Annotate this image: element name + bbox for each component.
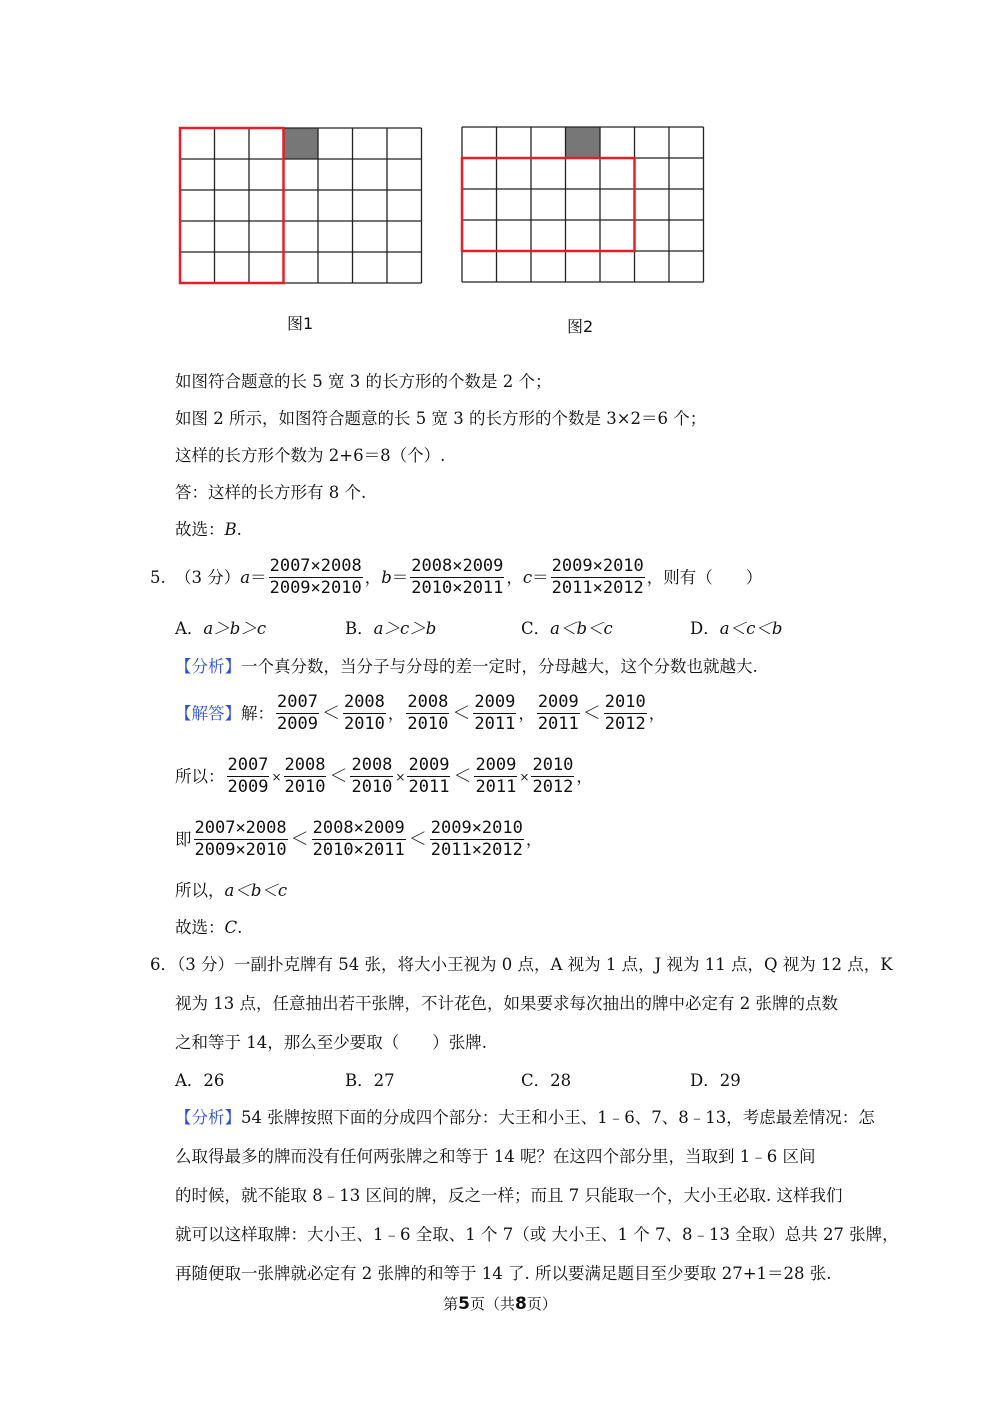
choose-answer: B [224, 520, 237, 539]
fraction [276, 692, 319, 735]
option-text: a＜c＜b [719, 619, 783, 638]
less-than: ＜ [582, 702, 601, 724]
option-text: 29 [719, 1071, 741, 1090]
fraction [474, 755, 517, 798]
analysis-text: 54 张牌按照下面的分成四个部分：大王和小王、1﹣6、7、8﹣13，考虑最差情况：怎 [241, 1108, 875, 1127]
var-a: a [240, 567, 251, 587]
analysis-line: 么取得最多的牌而没有任何两张牌之和等于 14 呢？在这四个部分里，当取到 1﹣6 区间 [175, 1147, 816, 1166]
option-c [521, 618, 613, 640]
fraction-numerator: 2007 [227, 755, 269, 775]
fraction-a [269, 556, 363, 599]
conclusion-text: a＜b＜c [224, 881, 288, 900]
shaded-cell [566, 127, 601, 158]
highlight-rectangle [180, 128, 284, 283]
equals: ＝ [391, 567, 409, 587]
fraction-b [410, 556, 504, 599]
fraction-denominator: 2009 [227, 777, 269, 797]
answer-prefix: 解： [241, 703, 274, 723]
fraction-denominator: 2012 [604, 714, 646, 734]
comma: ， [525, 829, 543, 849]
fraction-numerator: 2007×2008 [269, 556, 362, 576]
fraction-numerator: 2008 [407, 692, 449, 712]
fraction [531, 755, 574, 798]
fraction-denominator: 2010×2011 [312, 840, 405, 860]
answer-tag: 【解答】 [175, 703, 241, 723]
conclusion-line [175, 880, 287, 902]
fraction-numerator: 2008×2009 [312, 818, 405, 838]
fraction-numerator: 2009×2010 [430, 818, 523, 838]
comma: ， [518, 703, 535, 723]
option-label: A． [175, 1071, 204, 1090]
fraction [227, 755, 270, 798]
option-text: 26 [203, 1071, 225, 1090]
option-label: D． [690, 1071, 720, 1090]
question-6-line: 6．（3 分）一副扑克牌有 54 张，将大小王视为 0 点，A 视为 1 点，J 视为 11 点，Q 视为 12 点，K [150, 955, 893, 974]
solution-line: 答：这样的长方形有 8 个. [175, 483, 367, 502]
fraction-denominator: 2011 [475, 777, 517, 797]
less-than: ＜ [329, 765, 348, 787]
comma: ， [576, 766, 593, 786]
fraction [284, 755, 327, 798]
footer-page-number: 5 [458, 1294, 470, 1314]
less-than: ＜ [408, 828, 427, 850]
fraction-denominator: 2011 [474, 714, 516, 734]
analysis-line: 的时候，就不能取 8﹣13 区间的牌，反之一样；而且 7 只能取一个，大小王必取. 这样我们 [175, 1186, 843, 1205]
fraction-denominator: 2009 [277, 714, 318, 734]
fraction-denominator: 2011×2012 [551, 578, 644, 598]
answer-line-1 [175, 692, 665, 735]
fraction-denominator: 2009×2010 [194, 840, 287, 860]
fraction-denominator: 2009×2010 [269, 578, 362, 598]
fraction-denominator: 2012 [532, 777, 574, 797]
figure-2-caption: 图2 [567, 317, 594, 336]
footer-middle: 页（共 [469, 1295, 515, 1313]
choose-prefix: 故选： [175, 918, 225, 937]
fraction-numerator: 2009 [474, 692, 516, 712]
option-label: B． [345, 1071, 374, 1090]
figure-1-caption: 图1 [287, 314, 314, 333]
solution-line: 如图 2 所示，如图符合题意的长 5 宽 3 的长方形的个数是 3×2＝6 个； [175, 409, 707, 428]
option-label: A． [175, 619, 204, 638]
less-than: ＜ [452, 702, 471, 724]
comma: ， [387, 703, 405, 723]
fraction-numerator: 2008×2009 [411, 556, 504, 576]
question-6-line: 之和等于 14，那么至少要取（ ）张牌. [175, 1033, 487, 1052]
answer-line-3 [175, 818, 542, 861]
option-text: a＞b＞c [203, 619, 267, 638]
choose-suffix: . [237, 918, 243, 937]
times: × [519, 769, 530, 784]
fraction-numerator: 2009 [475, 755, 517, 775]
comma: ， [364, 567, 382, 587]
option-b [345, 1070, 395, 1092]
fraction-numerator: 2007×2008 [194, 818, 287, 838]
answer-line-2 [175, 755, 593, 798]
fraction-numerator: 2010 [532, 755, 574, 775]
comma: ， [648, 703, 666, 723]
figure-1-grid [178, 126, 424, 286]
less-than: ＜ [453, 765, 472, 787]
analysis-text: 一个真分数，当分子与分母的差一定时，分母越大，这个分数也就越大. [241, 657, 758, 676]
option-a [175, 1070, 224, 1092]
option-label: B． [345, 619, 374, 638]
option-label: C． [521, 1071, 551, 1090]
footer-suffix: 页） [526, 1295, 557, 1313]
shaded-cell [284, 128, 319, 159]
fraction-denominator: 2010 [343, 714, 385, 734]
times: × [395, 769, 406, 784]
option-text: 27 [373, 1071, 395, 1090]
equals: ＝ [250, 567, 267, 587]
fraction [407, 755, 450, 798]
comma: ， [506, 567, 523, 587]
var-b: b [381, 567, 392, 587]
analysis-line [175, 656, 758, 678]
fraction [473, 692, 516, 735]
choose-prefix: 故选： [175, 520, 225, 539]
fraction [406, 692, 449, 735]
var-c: c [522, 567, 533, 587]
option-d [690, 618, 782, 640]
conclusion-prefix: 所以， [175, 881, 225, 900]
fraction-numerator: 2010 [604, 692, 646, 712]
option-text: a＞c＞b [373, 619, 437, 638]
less-than: ＜ [290, 828, 309, 850]
fraction [343, 692, 386, 735]
choose-line [175, 519, 242, 541]
analysis-tag: 【分析】 [175, 657, 241, 676]
fraction-numerator: 2008 [284, 755, 326, 775]
question-6-line: 视为 13 点，任意抽出若干张牌，不计花色，如果要求每次抽出的牌中必定有 2 张牌的点数 [175, 994, 838, 1013]
fraction [350, 755, 393, 798]
option-d [690, 1070, 741, 1092]
fraction-denominator: 2010 [284, 777, 326, 797]
so-prefix: 所以： [175, 766, 225, 786]
ie-prefix: 即 [175, 829, 192, 849]
option-text: 28 [550, 1071, 572, 1090]
analysis-tag: 【分析】 [175, 1108, 241, 1127]
fraction-numerator: 2008 [351, 755, 393, 775]
option-label: D． [690, 619, 720, 638]
equals: ＝ [532, 567, 549, 587]
less-than: ＜ [321, 702, 340, 724]
fraction-numerator: 2009 [537, 692, 579, 712]
solution-line: 如图符合题意的长 5 宽 3 的长方形的个数是 2 个； [175, 372, 552, 391]
highlight-rectangle [462, 158, 635, 251]
fraction [194, 818, 288, 861]
fraction-numerator: 2009×2010 [551, 556, 644, 576]
choose-suffix: . [236, 520, 242, 539]
page-footer [0, 1293, 1000, 1314]
option-c [521, 1070, 571, 1092]
fraction [604, 692, 647, 735]
fraction-denominator: 2011 [537, 714, 579, 734]
fraction-denominator: 2010×2011 [411, 578, 504, 598]
fraction-denominator: 2011 [408, 777, 450, 797]
fraction-numerator: 2007 [277, 692, 318, 712]
option-b [345, 618, 436, 640]
question-score: （3 分） [175, 567, 241, 587]
fraction-numerator: 2008 [343, 692, 385, 712]
fraction-denominator: 2010 [351, 777, 393, 797]
analysis-line [175, 1107, 875, 1129]
fraction-denominator: 2010 [407, 714, 449, 734]
analysis-line: 就可以这样取牌：大小王、1﹣6 全取、1 个 7（或 大小王、1 个 7、8﹣13 全取）总共 27 张牌， [175, 1225, 899, 1244]
analysis-line: 再随便取一张牌就必定有 2 张牌的和等于 14 了. 所以要满足题目至少要取 27+1＝28 张. [175, 1264, 832, 1283]
option-a [175, 618, 266, 640]
fraction [537, 692, 580, 735]
question-5-stem [150, 556, 762, 599]
question-tail: ，则有（ ） [646, 567, 763, 587]
times: × [271, 769, 282, 784]
option-text: a＜b＜c [550, 619, 613, 638]
choose-line [175, 917, 242, 939]
choose-answer: C [224, 918, 238, 937]
fraction-numerator: 2009 [408, 755, 450, 775]
fraction [312, 818, 406, 861]
footer-prefix: 第 [443, 1295, 459, 1313]
solution-line: 这样的长方形个数为 2+6＝8（个）. [175, 446, 446, 465]
fraction-c [551, 556, 645, 599]
footer-total-pages: 8 [515, 1294, 527, 1314]
question-number: 5. [150, 567, 166, 587]
fraction [430, 818, 524, 861]
option-label: C． [521, 619, 551, 638]
fraction-denominator: 2011×2012 [430, 840, 523, 860]
figure-2-grid [460, 125, 706, 285]
